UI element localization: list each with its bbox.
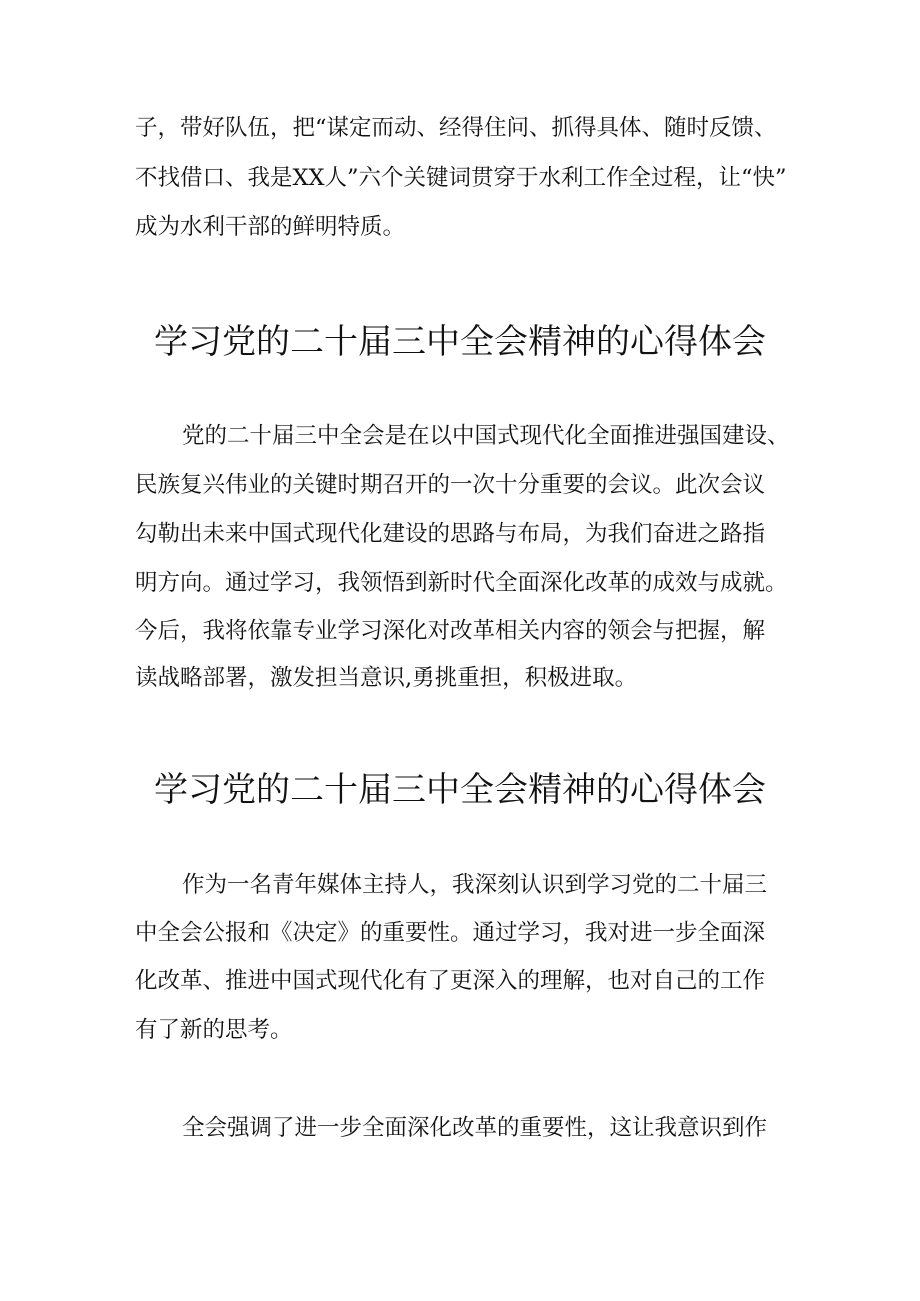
paragraph-line: 党的二十届三中全会是在以中国式现代化全面推进强国建设、 xyxy=(182,423,790,449)
paragraph-line: 不找借口、我是XX人”六个关键词贯穿于水利工作全过程，让“快” xyxy=(135,165,787,191)
section-heading: 学习党的二十届三中全会精神的心得体会 xyxy=(154,322,766,362)
paragraph-line: 勾勒出未来中国式现代化建设的思路与布局，为我们奋进之路指 xyxy=(135,521,766,547)
paragraph-line: 明方向。通过学习，我领悟到新时代全面深化改革的成效与成就。 xyxy=(135,570,788,596)
paragraph-line: 成为水利干部的鲜明特质。 xyxy=(135,214,406,240)
paragraph-line: 中全会公报和《决定》的重要性。通过学习，我对进一步全面深 xyxy=(135,920,766,946)
paragraph-line: 读战略部署，激发担当意识,勇挑重担，积极进取。 xyxy=(135,665,638,691)
paragraph-line: 子，带好队伍，把“谋定而动、经得住问、抓得具体、随时反馈、 xyxy=(135,115,777,141)
paragraph-line: 作为一名青年媒体主持人，我深刻认识到学习党的二十届三 xyxy=(182,872,768,898)
paragraph-line: 民族复兴伟业的关键时期召开的一次十分重要的会议。此次会议 xyxy=(135,472,766,498)
section-heading: 学习党的二十届三中全会精神的心得体会 xyxy=(154,770,766,810)
paragraph-line: 今后，我将依靠专业学习深化对改革相关内容的领会与把握，解 xyxy=(135,618,766,644)
paragraph-line: 化改革、推进中国式现代化有了更深入的理解，也对自己的工作 xyxy=(135,968,766,994)
paragraph-line: 有了新的思考。 xyxy=(135,1017,293,1043)
paragraph-line: 全会强调了进一步全面深化改革的重要性，这让我意识到作 xyxy=(182,1115,768,1141)
